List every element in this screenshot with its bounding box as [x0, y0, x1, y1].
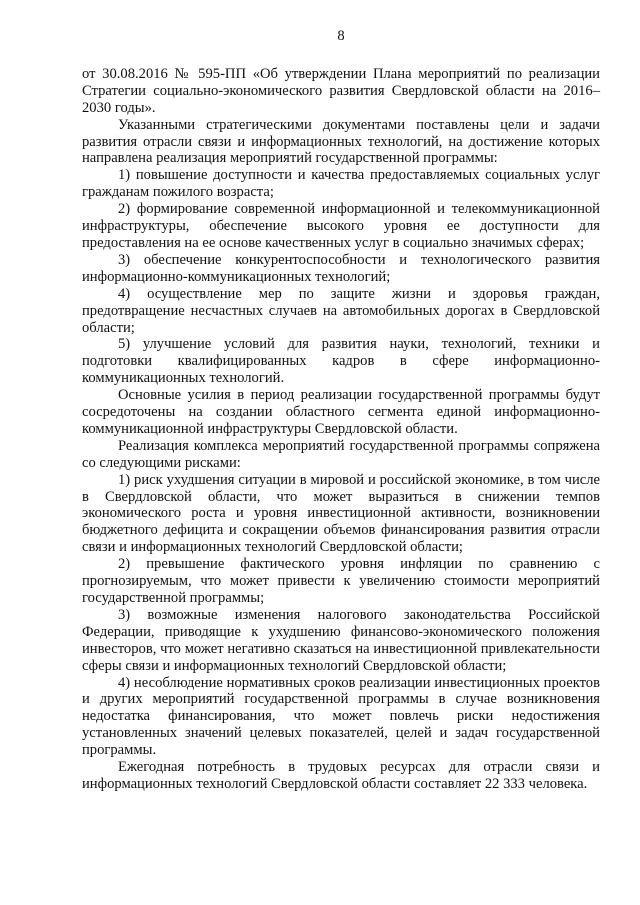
goal-item-3: 3) обеспечение конкурентоспособности и технологического развития информационно-коммуникационных технологий; [82, 251, 600, 285]
risk-item-2: 2) превышение фактического уровня инфляции по сравнению с прогнозируемым, что может привести к увеличению стоимости мероприятий государственной программы; [82, 556, 600, 606]
risk-item-3: 3) возможные изменения налогового законодательства Российской Федерации, приводящие к ухудшению финансово-экономического положения инвесторов, что может негативно сказаться на инвестиционной привлекательности сферы связи и информационных технологий Свердловской области; [82, 606, 600, 674]
risk-item-4: 4) несоблюдение нормативных сроков реализации инвестиционных проектов и других мероприятий государственной программы в случае возникновения недостатка финансирования, что может повлечь риски недостижения установленных значений целевых показателей, целей и задач государственной программы. [82, 674, 600, 759]
goal-item-4: 4) осуществление мер по защите жизни и здоровья граждан, предотвращение несчастных случаев на автомобильных дорогах в Свердловской области; [82, 285, 600, 336]
paragraph-goals-intro: Указанными стратегическими документами поставлены цели и задачи развития отрасли связи и информационных технологий, на достижение которых направлена реализация мероприятий государственной программы: [82, 116, 600, 167]
risk-item-1: 1) риск ухудшения ситуации в мировой и российской экономике, в том числе в Свердловской области, что может выразиться в снижении темпов экономического роста и уровня инвестиционной активности, возникновении бюджетного дефицита и сокращении объемов финансирования развития отрасли связи и информационных технологий Свердловской области; [82, 471, 600, 556]
document-page [82, 28, 600, 793]
paragraph-continuation: от 30.08.2016 № 595-ПП «Об утверждении Плана мероприятий по реализации Стратегии социально-экономического развития Свердловской области на 2016–2030 годы». [82, 65, 600, 116]
paragraph-risks-intro: Реализация комплекса мероприятий государственной программы сопряжена со следующими рисками: [82, 437, 600, 471]
paragraph-main-efforts: Основные усилия в период реализации государственной программы будут сосредоточены на создании областного сегмента единой информационно-коммуникационной инфраструктуры Свердловской области. [82, 387, 600, 437]
goal-item-5: 5) улучшение условий для развития науки, технологий, техники и подготовки квалифицированных кадров в сфере информационно-коммуникационных технологий. [82, 336, 600, 387]
goal-item-1: 1) повышение доступности и качества предоставляемых социальных услуг гражданам пожилого возраста; [82, 167, 600, 201]
page-number: 8 [337, 28, 345, 44]
goal-item-2: 2) формирование современной информационной и телекоммуникационной инфраструктуры, обеспечение высокого уровня ее доступности для предоставления на ее основе качественных услуг в социально значимых сферах; [82, 201, 600, 251]
paragraph-labor-resources: Ежегодная потребность в трудовых ресурсах для отрасли связи и информационных технологий Свердловской области составляет 22 333 человека. [82, 759, 600, 792]
